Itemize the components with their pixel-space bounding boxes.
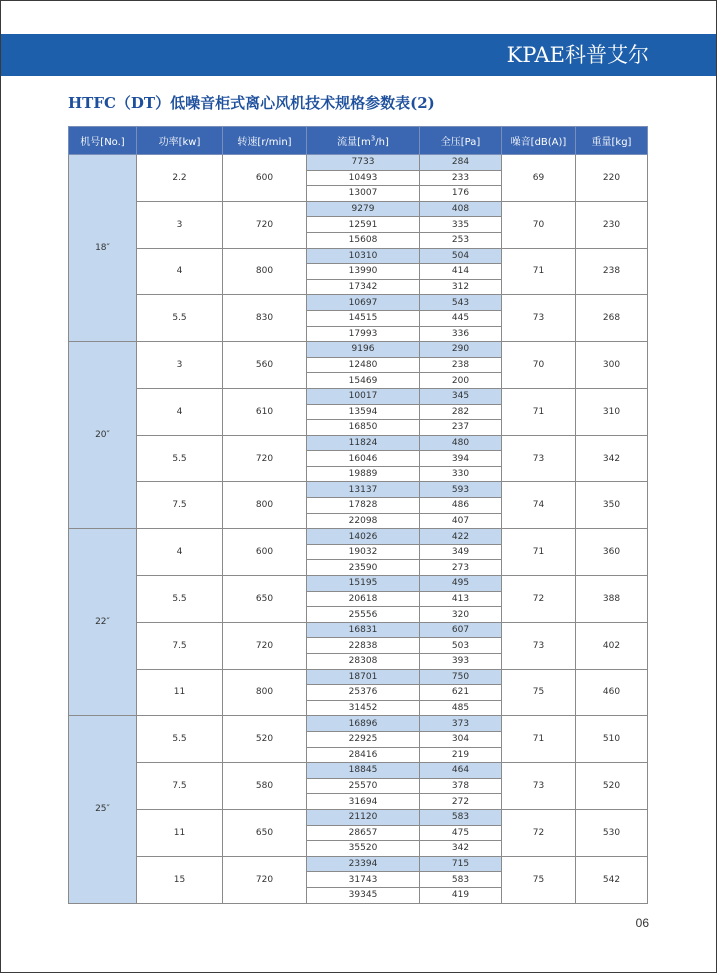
power-cell: 5.5	[137, 576, 223, 623]
flow-cell: 10310	[307, 248, 420, 264]
pressure-cell: 593	[420, 482, 502, 498]
power-cell: 3	[137, 201, 223, 248]
flow-cell: 13007	[307, 186, 420, 202]
flow-cell: 17828	[307, 498, 420, 514]
speed-cell: 800	[223, 669, 307, 716]
power-cell: 4	[137, 248, 223, 295]
pressure-cell: 253	[420, 232, 502, 248]
table-row	[69, 248, 648, 264]
pressure-cell: 290	[420, 342, 502, 358]
pressure-cell: 304	[420, 731, 502, 747]
pressure-cell: 273	[420, 560, 502, 576]
power-cell: 7.5	[137, 622, 223, 669]
flow-cell: 19889	[307, 466, 420, 482]
pressure-cell: 282	[420, 404, 502, 420]
flow-cell: 22098	[307, 513, 420, 529]
table-row	[69, 201, 648, 217]
speed-cell: 830	[223, 295, 307, 342]
speed-cell: 720	[223, 201, 307, 248]
flow-cell: 7733	[307, 155, 420, 171]
speed-cell: 520	[223, 716, 307, 763]
pressure-cell: 330	[420, 466, 502, 482]
flow-cell: 15469	[307, 373, 420, 389]
pressure-cell: 475	[420, 825, 502, 841]
flow-cell: 10697	[307, 295, 420, 311]
power-cell: 2.2	[137, 155, 223, 202]
pressure-cell: 284	[420, 155, 502, 171]
flow-cell: 10017	[307, 388, 420, 404]
noise-cell: 71	[502, 388, 576, 435]
pressure-cell: 414	[420, 264, 502, 280]
flow-header-suffix: /h]	[375, 137, 389, 148]
pressure-cell: 335	[420, 217, 502, 233]
noise-cell: 72	[502, 809, 576, 856]
noise-cell: 70	[502, 342, 576, 389]
flow-cell: 16896	[307, 716, 420, 732]
power-cell: 5.5	[137, 295, 223, 342]
flow-cell: 9196	[307, 342, 420, 358]
noise-cell: 69	[502, 155, 576, 202]
speed-cell: 720	[223, 622, 307, 669]
pressure-cell: 393	[420, 654, 502, 670]
table-row	[69, 529, 648, 545]
pressure-cell: 621	[420, 685, 502, 701]
pressure-cell: 378	[420, 778, 502, 794]
pressure-cell: 233	[420, 170, 502, 186]
flow-header-prefix: 流量[m	[337, 137, 371, 148]
flow-cell: 19032	[307, 544, 420, 560]
power-cell: 7.5	[137, 482, 223, 529]
pressure-cell: 422	[420, 529, 502, 545]
flow-cell: 25570	[307, 778, 420, 794]
speed-cell: 800	[223, 482, 307, 529]
col-header-flow	[307, 127, 420, 155]
flow-cell: 16831	[307, 622, 420, 638]
flow-cell: 13137	[307, 482, 420, 498]
speed-cell: 600	[223, 529, 307, 576]
pressure-cell: 312	[420, 279, 502, 295]
model-number-cell: 22″	[69, 529, 137, 716]
power-cell: 11	[137, 669, 223, 716]
pressure-cell: 486	[420, 498, 502, 514]
noise-cell: 71	[502, 248, 576, 295]
noise-cell: 71	[502, 716, 576, 763]
speed-cell: 560	[223, 342, 307, 389]
pressure-cell: 607	[420, 622, 502, 638]
table-row	[69, 622, 648, 638]
weight-cell: 460	[576, 669, 648, 716]
flow-cell: 14515	[307, 310, 420, 326]
pressure-cell: 503	[420, 638, 502, 654]
pressure-cell: 445	[420, 310, 502, 326]
weight-cell: 388	[576, 576, 648, 623]
col-header-pressure: 全压[Pa]	[420, 127, 502, 155]
flow-cell: 25556	[307, 607, 420, 623]
pressure-cell: 272	[420, 794, 502, 810]
speed-cell: 650	[223, 809, 307, 856]
noise-cell: 74	[502, 482, 576, 529]
weight-cell: 300	[576, 342, 648, 389]
pressure-cell: 485	[420, 700, 502, 716]
pressure-cell: 237	[420, 420, 502, 436]
table-row	[69, 856, 648, 872]
flow-cell: 18701	[307, 669, 420, 685]
flow-cell: 12480	[307, 357, 420, 373]
flow-cell: 31694	[307, 794, 420, 810]
flow-cell: 15608	[307, 232, 420, 248]
pressure-cell: 504	[420, 248, 502, 264]
table-row	[69, 435, 648, 451]
spec-table	[68, 126, 648, 904]
flow-cell: 31743	[307, 872, 420, 888]
col-header-speed: 转速[r/min]	[223, 127, 307, 155]
table-header-row	[69, 127, 648, 155]
flow-cell: 9279	[307, 201, 420, 217]
weight-cell: 520	[576, 763, 648, 810]
weight-cell: 268	[576, 295, 648, 342]
pressure-cell: 480	[420, 435, 502, 451]
weight-cell: 220	[576, 155, 648, 202]
weight-cell: 342	[576, 435, 648, 482]
speed-cell: 580	[223, 763, 307, 810]
pressure-cell: 750	[420, 669, 502, 685]
flow-header-superscript: 3	[370, 134, 376, 143]
noise-cell: 75	[502, 669, 576, 716]
table-row	[69, 342, 648, 358]
pressure-cell: 419	[420, 887, 502, 903]
flow-cell: 16850	[307, 420, 420, 436]
flow-cell: 22925	[307, 731, 420, 747]
col-header-weight: 重量[kg]	[576, 127, 648, 155]
power-cell: 7.5	[137, 763, 223, 810]
table-row	[69, 295, 648, 311]
col-header-power: 功率[kw]	[137, 127, 223, 155]
pressure-cell: 336	[420, 326, 502, 342]
pressure-cell: 407	[420, 513, 502, 529]
pressure-cell: 583	[420, 872, 502, 888]
speed-cell: 650	[223, 576, 307, 623]
brand-logo-text: KPAE科普艾尔	[506, 43, 649, 67]
page-title: HTFC（DT）低噪音柜式离心风机技术规格参数表(2)	[68, 94, 435, 112]
flow-cell: 20618	[307, 591, 420, 607]
pressure-cell: 320	[420, 607, 502, 623]
speed-cell: 610	[223, 388, 307, 435]
flow-cell: 15195	[307, 576, 420, 592]
pressure-cell: 238	[420, 357, 502, 373]
pressure-cell: 715	[420, 856, 502, 872]
noise-cell: 73	[502, 622, 576, 669]
power-cell: 4	[137, 529, 223, 576]
pressure-cell: 495	[420, 576, 502, 592]
noise-cell: 71	[502, 529, 576, 576]
flow-cell: 13594	[307, 404, 420, 420]
spec-table-body	[69, 155, 648, 904]
flow-cell: 31452	[307, 700, 420, 716]
pressure-cell: 342	[420, 841, 502, 857]
speed-cell: 600	[223, 155, 307, 202]
weight-cell: 310	[576, 388, 648, 435]
flow-cell: 28308	[307, 654, 420, 670]
power-cell: 15	[137, 856, 223, 903]
weight-cell: 238	[576, 248, 648, 295]
model-number-cell: 20″	[69, 342, 137, 529]
col-header-model: 机号[No.]	[69, 127, 137, 155]
noise-cell: 75	[502, 856, 576, 903]
weight-cell: 350	[576, 482, 648, 529]
flow-cell: 25376	[307, 685, 420, 701]
pressure-cell: 200	[420, 373, 502, 389]
power-cell: 4	[137, 388, 223, 435]
flow-cell: 23394	[307, 856, 420, 872]
flow-cell: 23590	[307, 560, 420, 576]
pressure-cell: 464	[420, 763, 502, 779]
model-number-cell: 25″	[69, 716, 137, 903]
table-row	[69, 576, 648, 592]
flow-cell: 35520	[307, 841, 420, 857]
flow-cell: 16046	[307, 451, 420, 467]
table-row	[69, 809, 648, 825]
weight-cell: 230	[576, 201, 648, 248]
power-cell: 11	[137, 809, 223, 856]
pressure-cell: 176	[420, 186, 502, 202]
model-number-cell: 18″	[69, 155, 137, 342]
weight-cell: 542	[576, 856, 648, 903]
table-row	[69, 155, 648, 171]
pressure-cell: 349	[420, 544, 502, 560]
flow-cell: 17993	[307, 326, 420, 342]
noise-cell: 73	[502, 295, 576, 342]
flow-cell: 13990	[307, 264, 420, 280]
page-number: 06	[635, 916, 649, 930]
pressure-cell: 219	[420, 747, 502, 763]
noise-cell: 73	[502, 435, 576, 482]
flow-cell: 10493	[307, 170, 420, 186]
flow-cell: 28416	[307, 747, 420, 763]
pressure-cell: 345	[420, 388, 502, 404]
flow-cell: 22838	[307, 638, 420, 654]
noise-cell: 70	[502, 201, 576, 248]
weight-cell: 402	[576, 622, 648, 669]
flow-cell: 14026	[307, 529, 420, 545]
flow-cell: 18845	[307, 763, 420, 779]
power-cell: 5.5	[137, 716, 223, 763]
table-row	[69, 388, 648, 404]
flow-cell: 21120	[307, 809, 420, 825]
flow-cell: 28657	[307, 825, 420, 841]
pressure-cell: 394	[420, 451, 502, 467]
col-header-noise: 噪音[dB(A)]	[502, 127, 576, 155]
pressure-cell: 413	[420, 591, 502, 607]
pressure-cell: 373	[420, 716, 502, 732]
pressure-cell: 543	[420, 295, 502, 311]
noise-cell: 72	[502, 576, 576, 623]
flow-cell: 11824	[307, 435, 420, 451]
power-cell: 3	[137, 342, 223, 389]
weight-cell: 360	[576, 529, 648, 576]
noise-cell: 73	[502, 763, 576, 810]
table-row	[69, 669, 648, 685]
pressure-cell: 583	[420, 809, 502, 825]
table-row	[69, 716, 648, 732]
speed-cell: 720	[223, 435, 307, 482]
table-row	[69, 763, 648, 779]
weight-cell: 510	[576, 716, 648, 763]
flow-cell: 12591	[307, 217, 420, 233]
table-row	[69, 482, 648, 498]
speed-cell: 800	[223, 248, 307, 295]
speed-cell: 720	[223, 856, 307, 903]
pressure-cell: 408	[420, 201, 502, 217]
flow-cell: 17342	[307, 279, 420, 295]
flow-cell: 39345	[307, 887, 420, 903]
weight-cell: 530	[576, 809, 648, 856]
power-cell: 5.5	[137, 435, 223, 482]
